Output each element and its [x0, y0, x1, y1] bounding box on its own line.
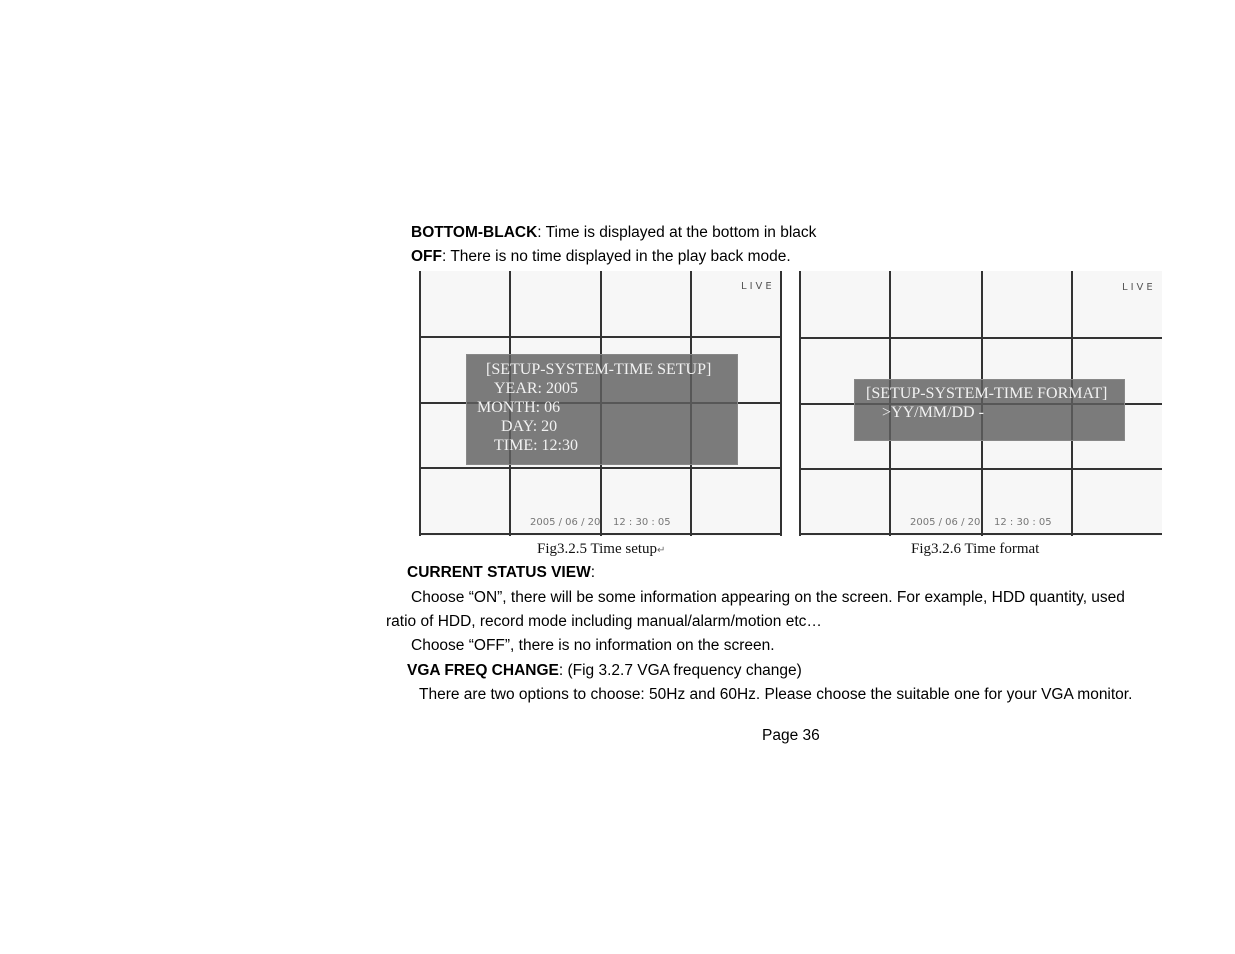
time-stamp: 12 : 30 : 05 — [613, 517, 671, 528]
date-stamp: 2005 / 06 / 20 — [910, 517, 981, 528]
return-mark-icon: ↵ — [657, 545, 666, 556]
live-label: LIVE — [741, 281, 775, 292]
page-number: Page 36 — [762, 727, 820, 744]
current-status-line-2: ratio of HDD, record mode including manual/alarm/motion etc… — [386, 613, 822, 630]
current-status-line-3: Choose “OFF”, there is no information on the screen. — [411, 637, 775, 654]
vga-term: VGA FREQ CHANGE — [407, 662, 559, 679]
osd-time: TIME: 12:30 — [494, 437, 578, 454]
current-status-term: CURRENT STATUS VIEW — [407, 564, 591, 581]
off-desc: : There is no time displayed in the play back mode. — [442, 248, 791, 265]
bottom-black-line — [411, 224, 816, 242]
current-status-colon: : — [590, 564, 596, 581]
figure-caption-time-setup — [537, 541, 665, 558]
figure-time-format — [799, 271, 1162, 536]
current-status-line-1: Choose “ON”, there will be some information appearing on the screen. For example, HDD quantity, used — [411, 589, 1125, 606]
bottom-black-desc: : Time is displayed at the bottom in black — [537, 224, 817, 241]
time-stamp: 12 : 30 : 05 — [994, 517, 1052, 528]
off-line — [411, 248, 791, 266]
off-term: OFF — [411, 248, 442, 265]
vga-heading — [407, 662, 802, 680]
bottom-black-term: BOTTOM-BLACK — [411, 224, 538, 241]
osd-month: MONTH: 06 — [477, 399, 561, 416]
figure-time-setup — [419, 271, 782, 536]
vga-desc: : (Fig 3.2.7 VGA frequency change) — [558, 662, 802, 679]
osd-year: YEAR: 2005 — [494, 380, 578, 397]
current-status-heading — [407, 564, 595, 582]
caption-text: Fig3.2.5 Time setup — [537, 541, 658, 557]
figure-caption-time-format: Fig3.2.6 Time format — [911, 541, 1040, 557]
osd-title: [SETUP-SYSTEM-TIME SETUP] — [486, 361, 712, 378]
osd-day: DAY: 20 — [501, 418, 558, 435]
osd-title: [SETUP-SYSTEM-TIME FORMAT] — [866, 385, 1108, 402]
live-label: LIVE — [1122, 282, 1156, 293]
osd-format-value: >YY/MM/DD - — [882, 404, 984, 421]
date-stamp: 2005 / 06 / 20 — [530, 517, 601, 528]
vga-line-1: There are two options to choose: 50Hz and 60Hz. Please choose the suitable one for your VGA monitor. — [419, 686, 1133, 703]
